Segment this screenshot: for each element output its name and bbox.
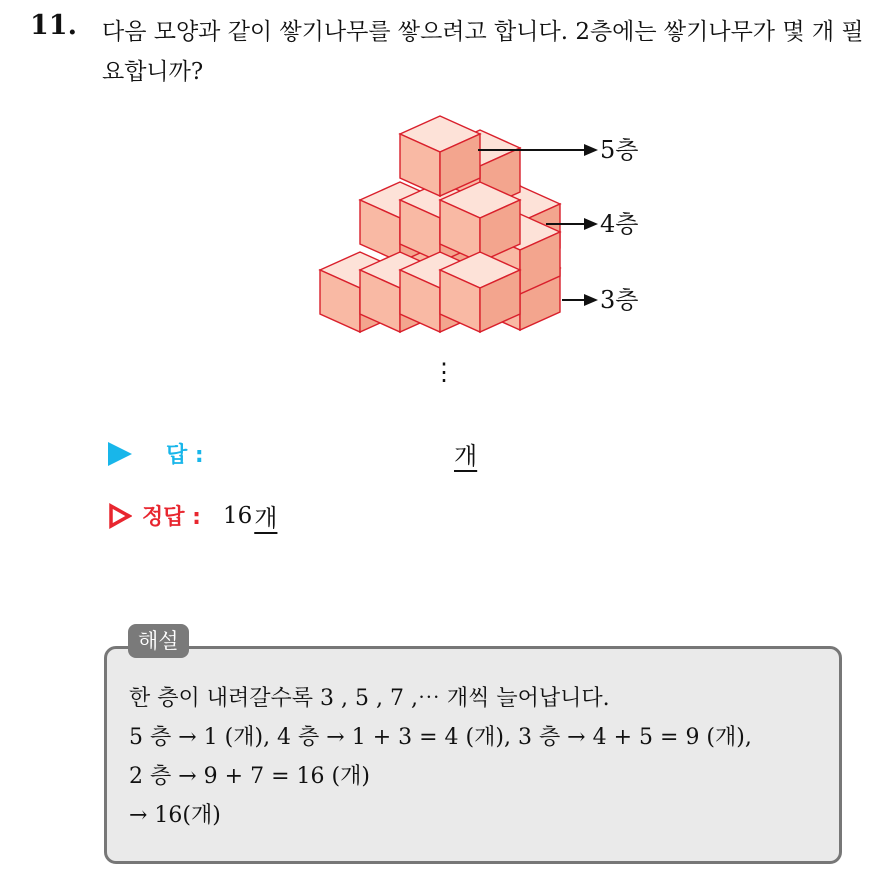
explanation-line: 5 층 → 1 (개), 4 층 → 1 + 3 = 4 (개), 3 층 → 4 + 5 = 9 (개), [129, 725, 752, 750]
cube-group [320, 116, 560, 332]
question-text: 다음 모양과 같이 쌓기나무를 쌓으려고 합니다. 2층에는 쌓기나무가 몇 개 필요합니까? [102, 19, 864, 85]
outline-triangle-icon [108, 503, 132, 529]
layer-arrow-3 [562, 294, 598, 306]
cube-pyramid-diagram [300, 110, 660, 400]
cube [440, 182, 520, 262]
cube [440, 252, 520, 332]
answer-label: 답 : [166, 443, 204, 468]
answer-unit: 개 [454, 442, 478, 470]
correct-answer-label: 정답 : [142, 505, 201, 530]
explanation-line: 한 층이 내려갈수록 3 , 5 , 7 ,⋯ 개씩 늘어납니다. [129, 686, 610, 711]
layer-label-3: 3층 [600, 286, 639, 314]
question-number: 11. [30, 10, 77, 41]
cube [400, 116, 480, 196]
stacked-cubes-figure [300, 110, 660, 400]
continuation-dots: ⋮ [432, 358, 456, 386]
explanation-tag: 해설 [128, 624, 189, 658]
explanation-box [104, 646, 842, 864]
explanation-line: 2 층 → 9 + 7 = 16 (개) [129, 764, 370, 789]
correct-answer-value: 16 [222, 502, 253, 529]
correct-answer-unit: 개 [254, 504, 278, 532]
layer-label-4: 4층 [600, 210, 639, 238]
play-triangle-icon [108, 442, 132, 466]
explanation-lines [129, 679, 752, 835]
layer-label-5: 5층 [600, 136, 639, 164]
correct-answer-row [108, 498, 277, 533]
answer-row [108, 438, 478, 470]
explanation-line: → 16(개) [129, 803, 221, 828]
